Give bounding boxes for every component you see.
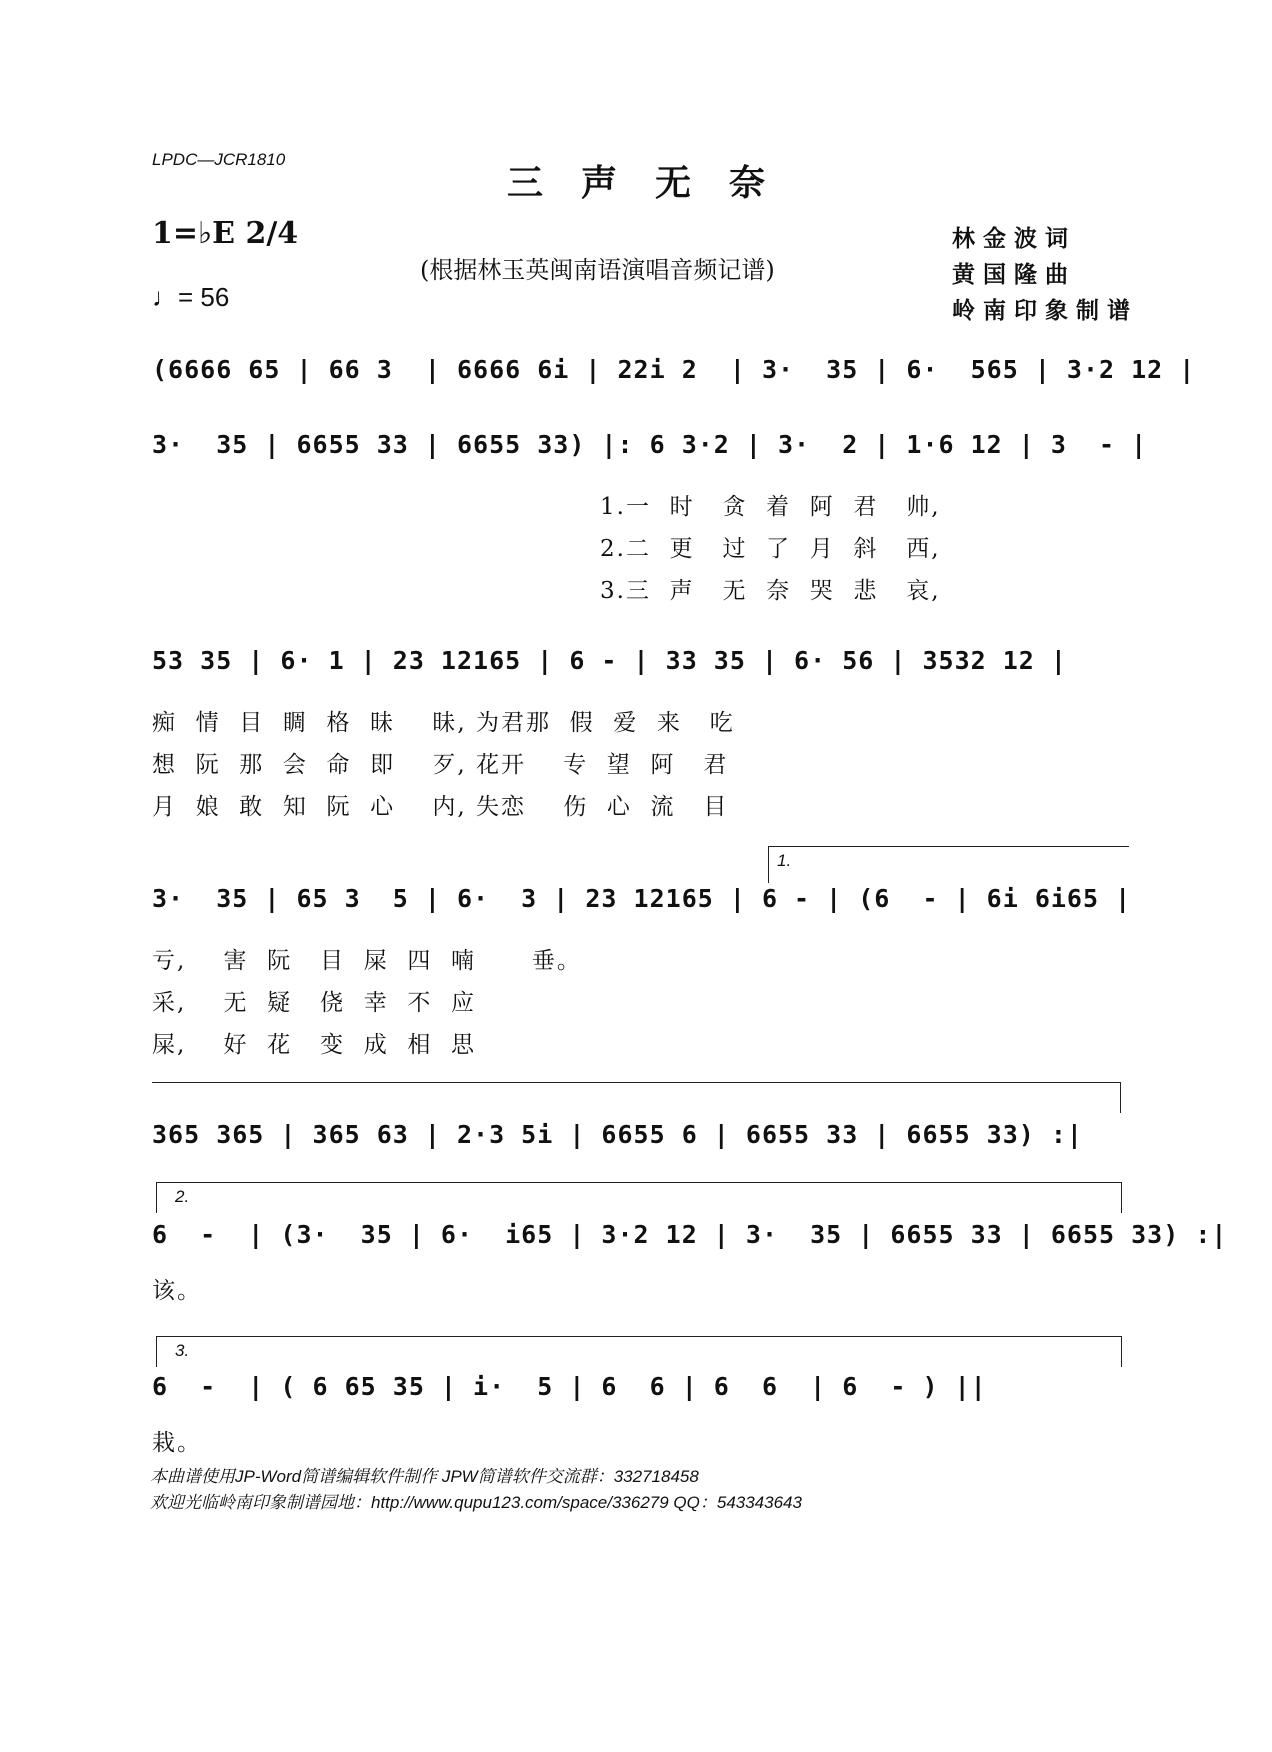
tempo-marking: ♩= 56	[152, 282, 230, 312]
lyric-verse-1: 1.一 时 贪 着 阿 君 帅,	[600, 494, 941, 520]
lyric-verse-2: 采, 无 疑 侥 幸 不 应	[152, 990, 476, 1016]
lyric-verse-1: 痴 情 目 睭 格 昧 昧, 为君那 假 爱 来 吃	[152, 710, 735, 736]
notation-system-1: (6666 65 | 66 3 | 6666 6i | 22i 2 | 3· 35 | 6· 565 | 3·2 12 |	[152, 355, 1196, 384]
arranger-credit: 岭南印象制谱	[952, 297, 1138, 324]
third-ending-bracket	[156, 1336, 1122, 1367]
second-ending-bracket	[156, 1182, 1122, 1213]
song-title: 三声无奈	[506, 162, 803, 204]
lyric-verse-2: 想 阮 那 会 命 即 歹, 花开 专 望 阿 君	[152, 752, 729, 778]
notation-system-4: 3· 35 | 65 3 5 | 6· 3 | 23 12165 | 6 - | (6 - | 6i 6i65 |	[152, 884, 1132, 913]
footer-website-note: 欢迎光临岭南印象制谱园地：http://www.qupu123.com/space/336279 QQ：543343643	[150, 1493, 802, 1512]
notation-system-2: 3· 35 | 6655 33 | 6655 33) |: 6 3·2 | 3· 2 | 1·6 12 | 3 - |	[152, 430, 1148, 459]
lyric-verse-3: 3.三 声 无 奈 哭 悲 哀,	[600, 578, 941, 604]
lyric-verse-2: 2.二 更 过 了 月 斜 西,	[600, 536, 941, 562]
notation-system-3: 53 35 | 6· 1 | 23 12165 | 6 - | 33 35 | 6· 56 | 3532 12 |	[152, 646, 1067, 675]
second-ending-number: 2.	[175, 1187, 190, 1206]
subtitle: (根据林玉英闽南语演唱音频记谱)	[420, 256, 775, 284]
notation-system-5: 365 365 | 365 63 | 2·3 5i | 6655 6 | 6655 33 | 6655 33) :|	[152, 1120, 1083, 1149]
score-code: LPDC—JCR1810	[152, 150, 286, 169]
composer-credit: 黄国隆曲	[952, 261, 1076, 288]
notation-system-6: 6 - | (3· 35 | 6· i65 | 3·2 12 | 3· 35 | 6655 33 | 6655 33) :|	[152, 1220, 1228, 1249]
third-ending-number: 3.	[175, 1341, 190, 1360]
lyric-ending-3: 栽。	[152, 1430, 202, 1456]
lyric-verse-3: 月 娘 敢 知 阮 心 内, 失恋 伤 心 流 目	[152, 794, 729, 820]
first-ending-number: 1.	[777, 851, 792, 870]
lyricist-credit: 林金波词	[952, 225, 1076, 252]
lyric-verse-3: 屎, 好 花 变 成 相 思	[152, 1032, 476, 1058]
footer-software-note: 本曲谱使用JP-Word简谱编辑软件制作 JPW简谱软件交流群：332718458	[150, 1467, 699, 1486]
key-signature: 1=♭E 2/4	[152, 216, 299, 251]
lyric-ending-2: 该。	[152, 1278, 202, 1304]
notation-system-7: 6 - | ( 6 65 35 | i· 5 | 6 6 | 6 6 | 6 - ) ||	[152, 1372, 987, 1401]
first-ending-bracket	[768, 846, 1129, 883]
lyric-verse-1: 亏, 害 阮 目 屎 四 喃 垂。	[152, 948, 582, 974]
first-ending-continuation	[152, 1082, 1121, 1113]
